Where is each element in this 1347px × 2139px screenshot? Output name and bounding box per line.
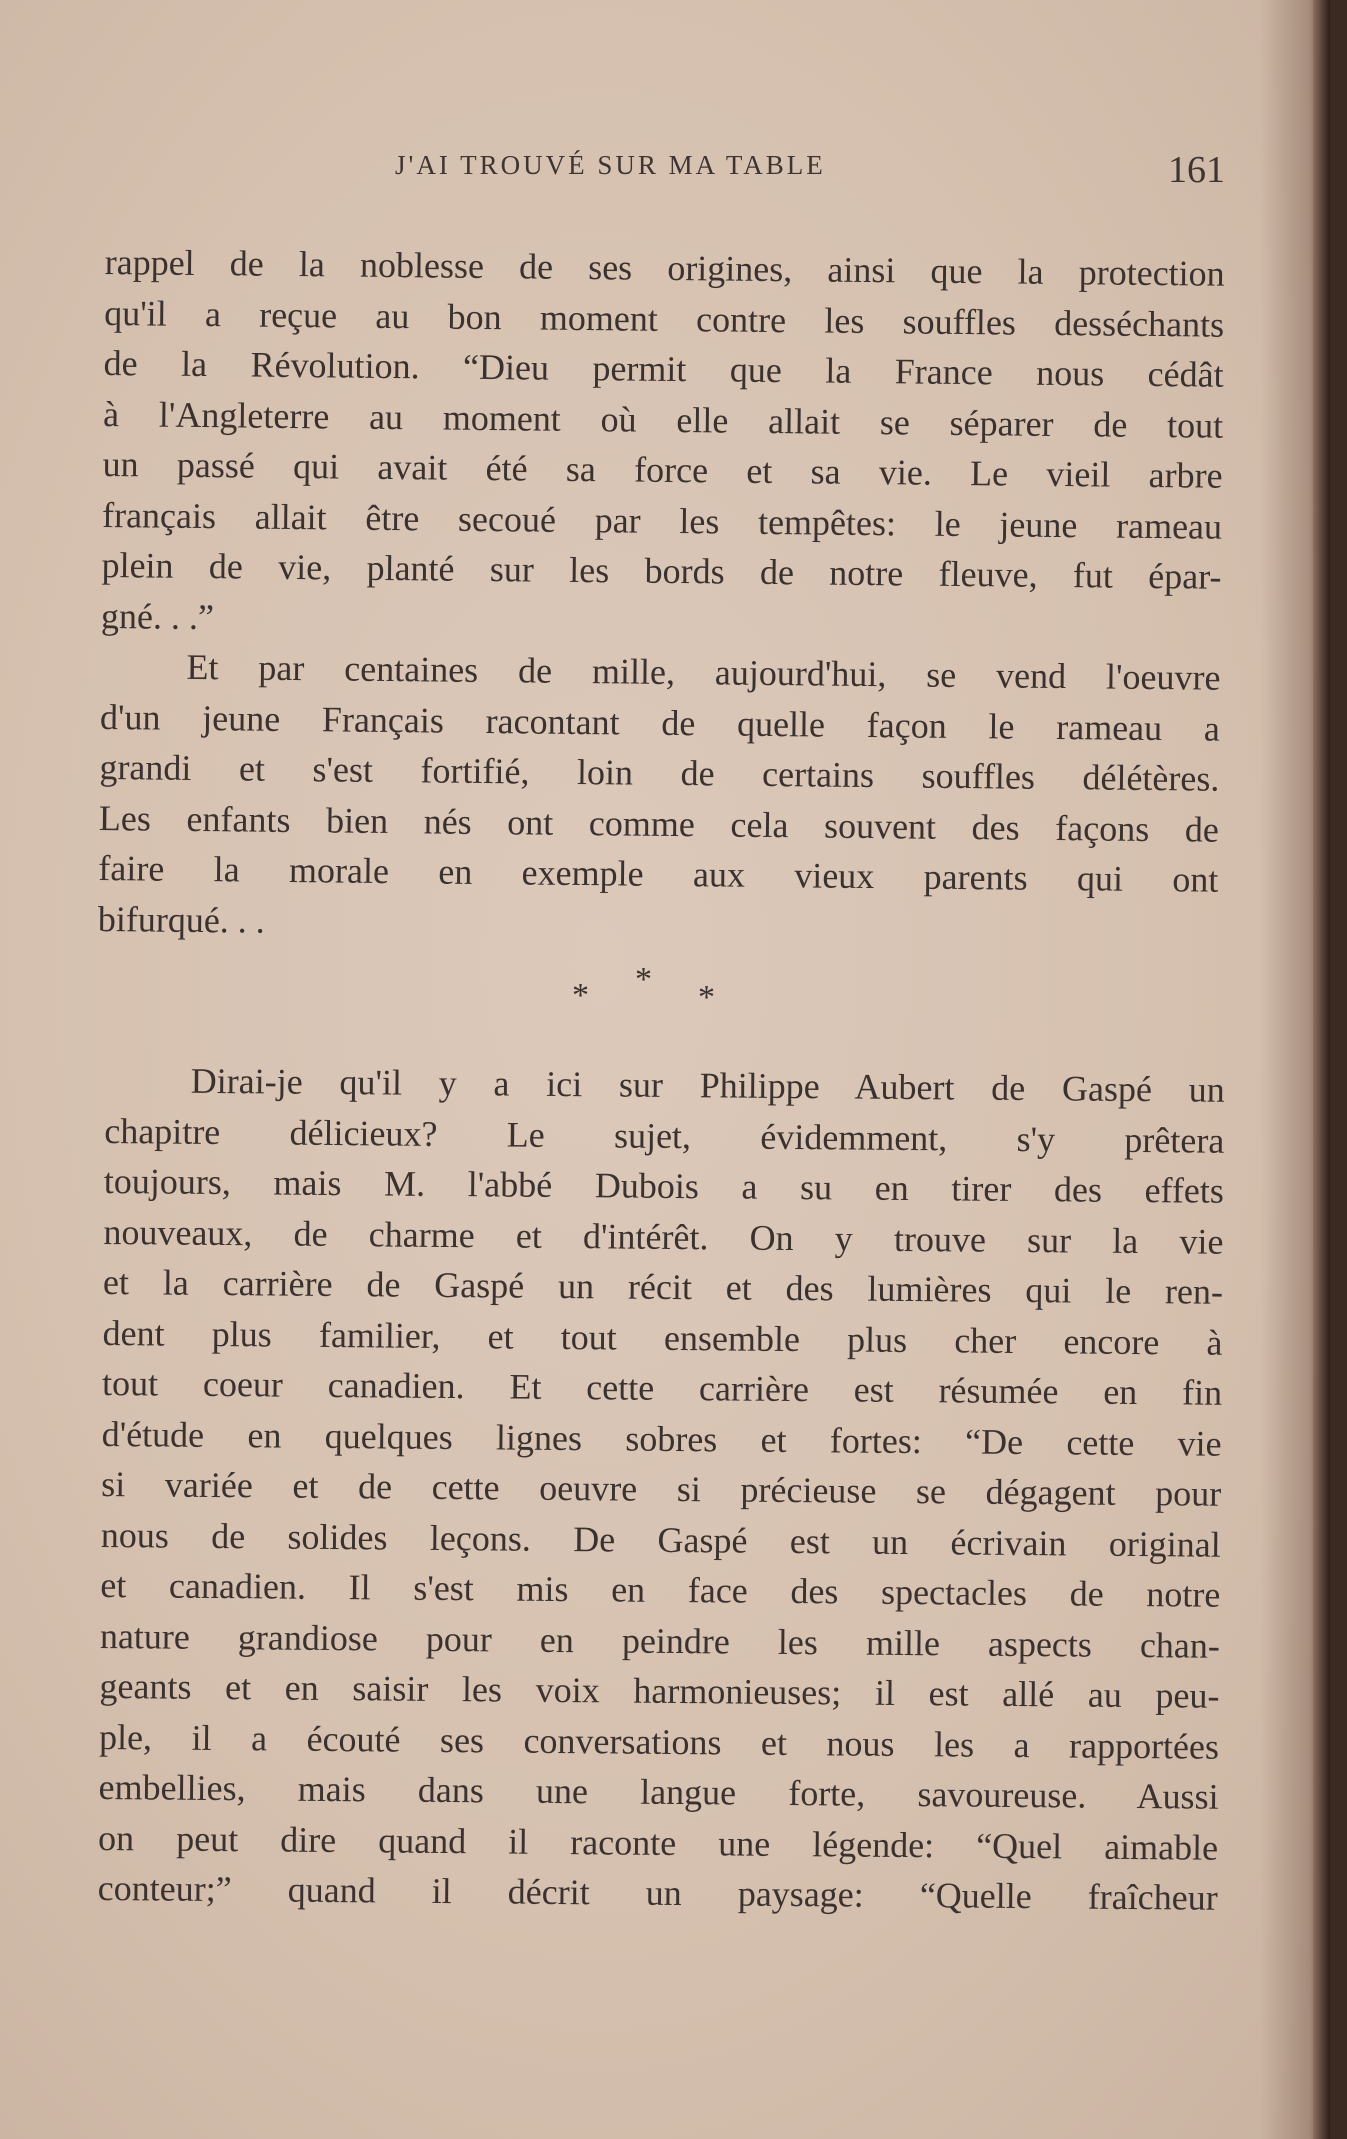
text-line: et canadien. Il s'est mis en face des spectacles de notre [100, 1564, 1221, 1615]
text-line: plein de vie, planté sur les bords de notre fleuve, fut épar- [101, 544, 1222, 597]
text-block-2 [98, 1055, 1225, 1923]
text-line: bifurqué. . . [97, 898, 266, 941]
text-line: dent plus familier, et tout ensemble plus cher encore à [102, 1312, 1223, 1363]
text-line: qu'il a reçue au bon moment contre les souffles desséchants [103, 292, 1225, 345]
text-line: d'étude en quelques lignes sobres et fortes: “De cette vie [101, 1413, 1222, 1464]
text-line: nature grandiose pour en peindre les mille aspects chan- [99, 1615, 1221, 1666]
text-line: ple, il a écouté ses conversations et nous les a rapportées [98, 1716, 1220, 1767]
text-line: geants et en saisir les voix harmonieuses; il est allé au peu- [99, 1665, 1220, 1716]
text-line: on peut dire quand il raconte une légende: “Quel aimable [97, 1817, 1219, 1868]
text-line: Les enfants bien nés ont comme cela souvent des façons de [98, 797, 1220, 850]
page-header [395, 148, 1225, 191]
section-separator [560, 955, 740, 1016]
text-line: chapitre délicieux? Le sujet, évidemment, s'y prêtera [104, 1110, 1225, 1161]
text-line: grandi et s'est fortifié, loin de certains souffles délétères. [99, 746, 1220, 799]
binding-edge [1313, 0, 1330, 2139]
text-line: et la carrière de Gaspé un récit et des lumières qui le ren- [102, 1261, 1224, 1312]
text-line: d'un jeune Français racontant de quelle façon le rameau a [99, 696, 1221, 749]
text-line: toujours, mais M. l'abbé Dubois a su en tirer des effets [103, 1160, 1225, 1211]
text-line: Dirai-je qu'il y a ici sur Philippe Aubert de Gaspé un [190, 1060, 1225, 1110]
running-head: J'AI TROUVÉ SUR MA TABLE [395, 150, 826, 180]
text-line: gné. . .” [100, 595, 215, 637]
separator-star: * [698, 979, 715, 1016]
text-line: à l'Angleterre au moment où elle allait se séparer de tout [102, 393, 1224, 446]
text-line: de la Révolution. “Dieu permit que la France nous cédât [103, 342, 1224, 395]
text-line: français allait être secoué par les tempêtes: le jeune rameau [101, 494, 1223, 547]
text-line: si variée et de cette oeuvre si précieuse se dégagent pour [101, 1463, 1222, 1514]
text-line: nous de solides leçons. De Gaspé est un écrivain original [100, 1514, 1221, 1565]
text-block-1 [98, 237, 1225, 956]
separator-star: * [572, 977, 589, 1014]
text-line: tout coeur canadien. Et cette carrière est résumée en fin [101, 1362, 1223, 1413]
text-line: rappel de la noblesse de ses origines, ainsi que la protection [104, 241, 1225, 294]
text-line: Et par centaines de mille, aujourd'hui, se vend l'oeuvre [186, 646, 1221, 698]
text-line: un passé qui avait été sa force et sa vie. Le vieil arbre [102, 443, 1223, 496]
text-line: conteur;” quand il décrit un paysage: “Quelle fraîcheur [97, 1867, 1218, 1918]
text-line: faire la morale en exemple aux vieux parents qui ont [98, 847, 1219, 900]
separator-star: * [635, 961, 652, 998]
page-number: 161 [1168, 149, 1225, 191]
text-line: nouveaux, de charme et d'intérêt. On y trouve sur la vie [103, 1211, 1224, 1262]
text-line: embellies, mais dans une langue forte, savoureuse. Aussi [98, 1766, 1219, 1817]
